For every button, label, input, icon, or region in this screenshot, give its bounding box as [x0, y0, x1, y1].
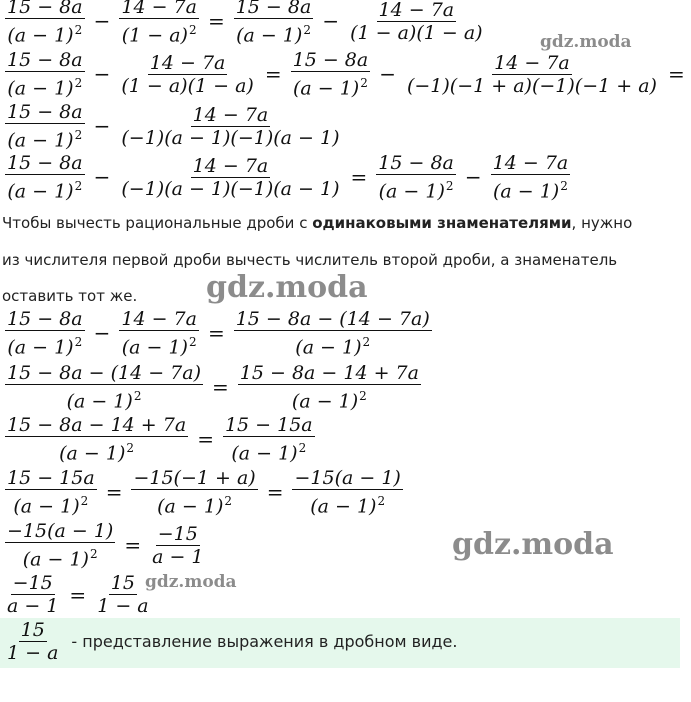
fraction: $\frac{14 - 7a}{(-1)(a - 1)(-1)(a - 1)}$	[121, 103, 340, 149]
fraction: $\frac{15 - 8a}{(a - 1)^2}$	[378, 152, 454, 203]
equation-line-3: $\frac{15 - 8a}{(a - 1)^2}$ − $\frac{14 - 7a}{(-1)(a - 1)(-1)(a - 1)}$	[7, 101, 340, 152]
fraction: $\frac{15 - 8a - (14 - 7a)}{(a - 1)^2}$	[7, 362, 202, 413]
fraction: $\frac{15 - 8a - 14 + 7a}{(a - 1)^2}$	[239, 362, 419, 413]
fraction: $\frac{15 - 8a}{(a - 1)^2}$	[7, 152, 83, 203]
fraction: $\frac{14 - 7a}{(-1)(-1 + a)(-1)(-1 + a)}$	[406, 51, 657, 97]
fraction: $\frac{-15(a - 1)}{(a - 1)^2}$	[294, 467, 401, 518]
fraction: $\frac{14 - 7a}{(1 - a)(1 - a)}$	[121, 51, 254, 97]
fraction: $\frac{15 - 8a}{(a - 1)^2}$	[7, 49, 83, 100]
equation-line-10: $\frac{-15}{a - 1}$ = $\frac{15}{1 - a}$	[7, 572, 149, 617]
equation-line-9: $\frac{-15(a - 1)}{(a - 1)^2}$ = $\frac{-15}{a - 1}$	[7, 520, 204, 571]
watermark-logo: gdz.moda	[540, 32, 632, 52]
fraction: $\frac{15 - 8a}{(a - 1)^2}$	[292, 49, 369, 100]
fraction: $\frac{15 - 8a}{(a - 1)^2}$	[7, 308, 83, 359]
result-fraction: $\frac{15}{1 - a}$	[7, 619, 59, 664]
equation-line-5: $\frac{15 - 8a}{(a - 1)^2}$ − $\frac{14 - 7a}{(a - 1)^2}$ = $\frac{15 - 8a - (14 - 7a)}{(a - 1)^2}$	[7, 308, 430, 359]
fraction: $\frac{14 - 7a}{(1 - a)(1 - a)}$	[350, 0, 483, 44]
fraction: $\frac{15 - 8a}{(a - 1)^2}$	[234, 0, 314, 46]
watermark-logo: gdz.moda	[206, 270, 368, 305]
watermark-logo: gdz.moda	[452, 527, 614, 562]
fraction: $\frac{15 - 8a}{(a - 1)^2}$	[5, 0, 85, 46]
equation-line-6: $\frac{15 - 8a - (14 - 7a)}{(a - 1)^2}$ = $\frac{15 - 8a - 14 + 7a}{(a - 1)^2}$	[7, 362, 419, 413]
fraction: $\frac{15 - 15a}{(a - 1)^2}$	[224, 414, 313, 465]
explanation-line-2: из числителя первой дроби вычесть числитель второй дроби, а знаменатель	[2, 251, 618, 269]
fraction: $\frac{15}{1 - a}$	[97, 572, 149, 617]
fraction: $\frac{15 - 15a}{(a - 1)^2}$	[7, 467, 95, 518]
watermark-logo: gdz.moda	[145, 572, 237, 592]
fraction: $\frac{-15(-1 + a)}{(a - 1)^2}$	[133, 467, 256, 518]
explanation-line-3: оставить тот же.	[2, 287, 138, 305]
fraction: $\frac{14 - 7a}{(1 - a)^2}$	[119, 0, 199, 46]
fraction: $\frac{14 - 7a}{(-1)(a - 1)(-1)(a - 1)}$	[121, 154, 340, 200]
equation-line-4: $\frac{15 - 8a}{(a - 1)^2}$ − $\frac{14 - 7a}{(-1)(a - 1)(-1)(a - 1)}$ = $\frac{15 - 8a}{(a - 1)^2}$ − $\frac{14 - 7a}{(a - 1)^2}$	[7, 152, 569, 203]
result-line	[2, 619, 457, 664]
equation-line-7: $\frac{15 - 8a - 14 + 7a}{(a - 1)^2}$ = $\frac{15 - 15a}{(a - 1)^2}$	[7, 414, 313, 465]
equation-line-8: $\frac{15 - 15a}{(a - 1)^2}$ = $\frac{-15(-1 + a)}{(a - 1)^2}$ = $\frac{-15(a - 1)}{(a - 1)^2}$	[7, 467, 401, 518]
fraction: $\frac{15 - 8a - (14 - 7a)}{(a - 1)^2}$	[235, 308, 430, 359]
bold-term: одинаковыми знаменателями	[312, 214, 572, 232]
fraction: $\frac{15 - 8a}{(a - 1)^2}$	[7, 101, 83, 152]
explanation-line-1: Чтобы вычесть рациональные дроби с одинаковыми знаменателями, нужно	[2, 214, 633, 232]
fraction: $\frac{-15}{a - 1}$	[7, 572, 59, 617]
fraction: $\frac{14 - 7a}{(a - 1)^2}$	[492, 152, 569, 203]
fraction: $\frac{15 - 8a - 14 + 7a}{(a - 1)^2}$	[7, 414, 187, 465]
fraction: $\frac{-15(a - 1)}{(a - 1)^2}$	[7, 520, 114, 571]
fraction: $\frac{14 - 7a}{(a - 1)^2}$	[121, 308, 197, 359]
equation-line-2: $\frac{15 - 8a}{(a - 1)^2}$ − $\frac{14 - 7a}{(1 - a)(1 - a)}$ = $\frac{15 - 8a}{(a - 1)^2}$ − $\frac{14 - 7a}{(-1)(-1 + a)(-1)(-1 + a)}$ =	[7, 49, 685, 100]
fraction: $\frac{-15}{a - 1}$	[152, 522, 204, 568]
result-text: - представление выражения в дробном виде.	[71, 632, 458, 651]
equation-line-1: $\frac{15 - 8a}{(a - 1)^2}$ − $\frac{14 - 7a}{(1 - a)^2}$ = $\frac{15 - 8a}{(a - 1)^2}$ − $\frac{14 - 7a}{(1 - a)(1 - a)}$	[2, 0, 488, 46]
